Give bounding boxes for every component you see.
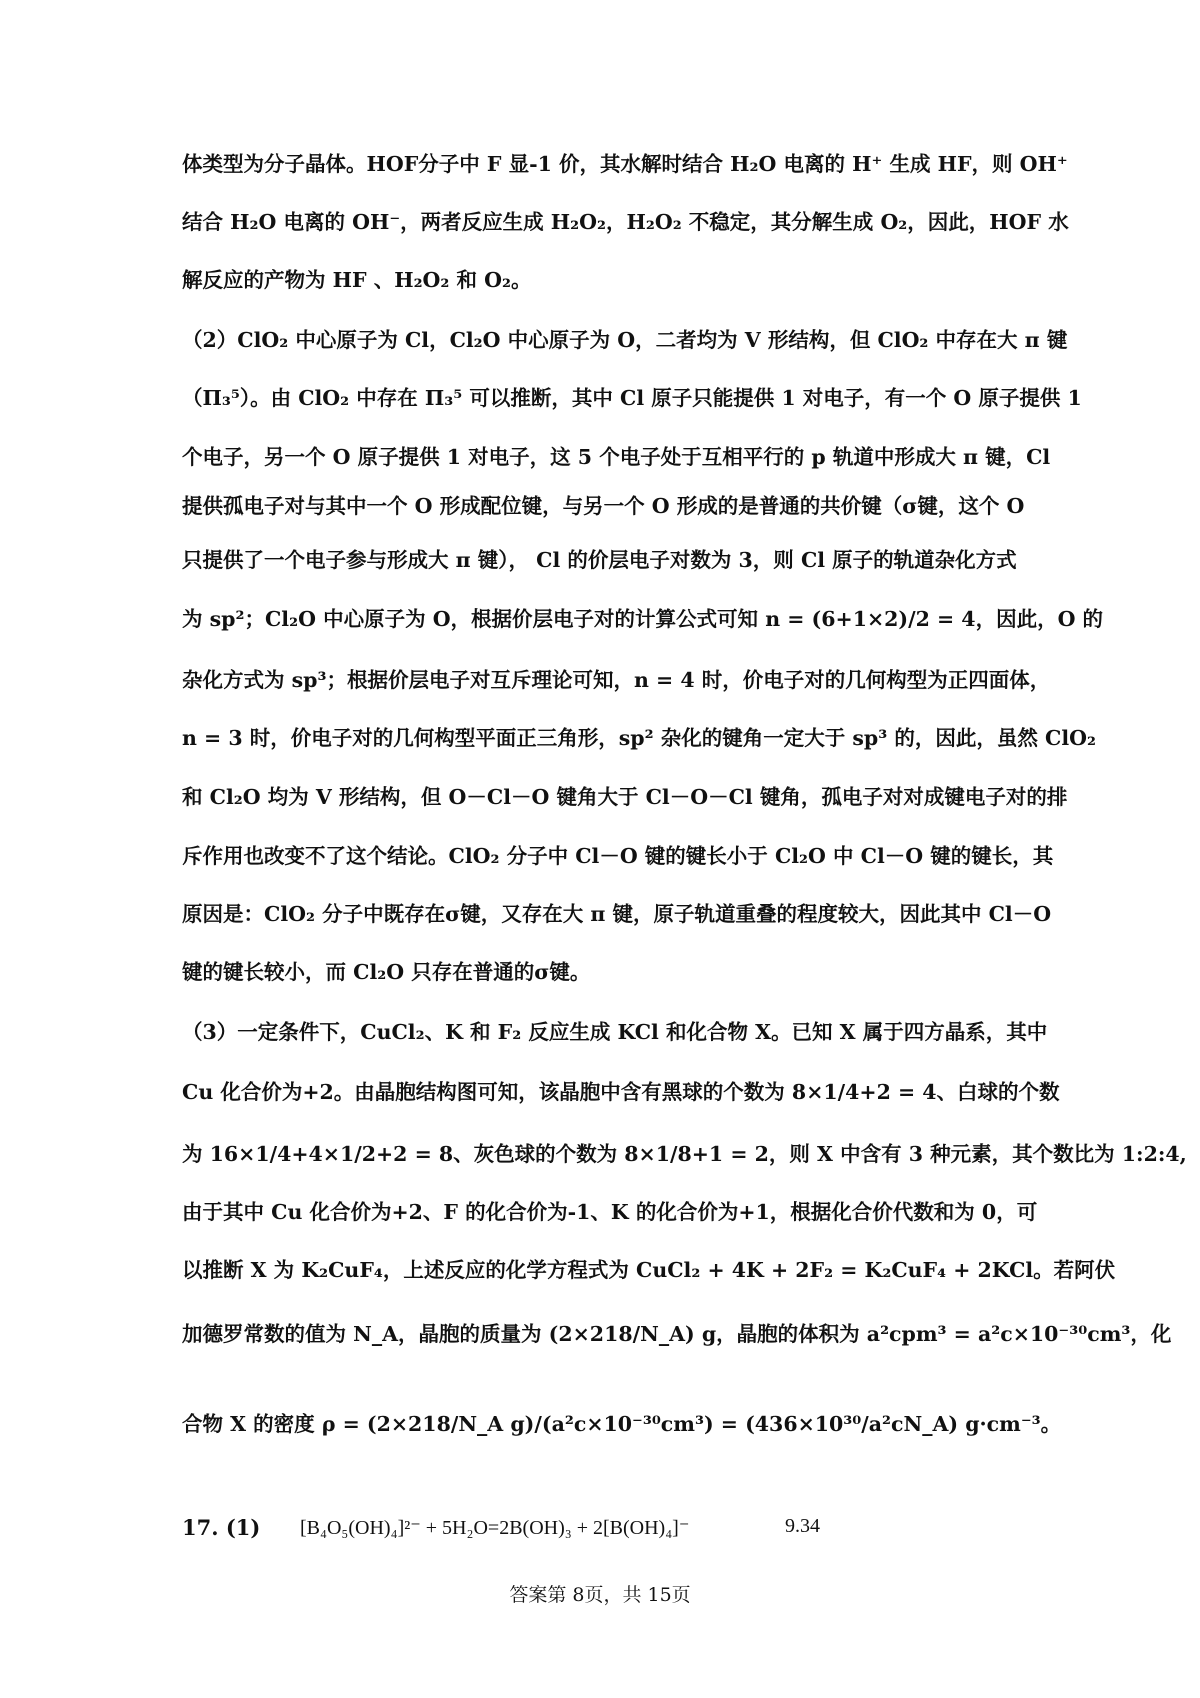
text-line: 体类型为分子晶体。HOF分子中 F 显-1 价，其水解时结合 H₂O 电离的 H⁺ 生成 HF，则 OH⁺ [182,152,1068,176]
text-line: 为 sp²；Cl₂O 中心原子为 O，根据价层电子对的计算公式可知 n = (6+1×2)/2 = 4，因此，O 的 [182,607,1104,631]
text-line: 以推断 X 为 K₂CuF₄，上述反应的化学方程式为 CuCl₂ + 4K + 2F₂ = K₂CuF₄ + 2KCl。若阿伏 [182,1258,1116,1282]
text-line: 提供孤电子对与其中一个 O 形成配位键，与另一个 O 形成的是普通的共价键（σ键，这个 O [182,494,1025,518]
text-line: 和 Cl₂O 均为 V 形结构，但 O－Cl－O 键角大于 Cl－O－Cl 键角，孤电子对对成键电子对的排 [182,785,1068,809]
text-line: 杂化方式为 sp³；根据价层电子对互斥理论可知，n = 4 时，价电子对的几何构型为正四面体， [182,668,1051,692]
text-line: （3）一定条件下，CuCl₂、K 和 F₂ 反应生成 KCl 和化合物 X。已知 X 属于四方晶系，其中 [182,1020,1048,1044]
text-line: 为 16×1/4+4×1/2+2 = 8、灰色球的个数为 8×1/8+1 = 2，则 X 中含有 3 种元素，其个数比为 1:2:4, [182,1142,1187,1166]
text-line: 斥作用也改变不了这个结论。ClO₂ 分子中 Cl－O 键的键长小于 Cl₂O 中 Cl－O 键的键长，其 [182,844,1054,868]
text-line: 键的键长较小，而 Cl₂O 只存在普通的σ键。 [182,960,591,984]
text-line: 合物 X 的密度 ρ = (2×218/N_A g)/(a²c×10⁻³⁰cm³) = (436×10³⁰/a²cN_A) g·cm⁻³。 [182,1412,1062,1436]
text-line: 原因是：ClO₂ 分子中既存在σ键，又存在大 π 键，原子轨道重叠的程度较大，因此其中 Cl－O [182,902,1052,926]
text-line: （2）ClO₂ 中心原子为 Cl，Cl₂O 中心原子为 O，二者均为 V 形结构，但 ClO₂ 中存在大 π 键 [182,328,1068,352]
text-line: 结合 H₂O 电离的 OH⁻，两者反应生成 H₂O₂，H₂O₂ 不稳定，其分解生成 O₂，因此，HOF 水 [182,210,1069,234]
page-footer: 答案第 8页，共 15页 [509,1584,691,1606]
text-line: 只提供了一个电子参与形成大 π 键）， Cl 的价层电子对数为 3，则 Cl 原子的轨道杂化方式 [182,548,1017,572]
text-line: （Π₃⁵）。由 ClO₂ 中存在 Π₃⁵ 可以推断，其中 Cl 原子只能提供 1 对电子，有一个 O 原子提供 1 [182,386,1082,410]
text-line: 由于其中 Cu 化合价为+2、F 的化合价为-1、K 的化合价为+1，根据化合价代数和为 0，可 [182,1200,1038,1224]
text-line: n = 3 时，价电子对的几何构型平面正三角形，sp² 杂化的键角一定大于 sp³ 的，因此，虽然 ClO₂ [182,726,1096,750]
text-line: 个电子，另一个 O 原子提供 1 对电子，这 5 个电子处于互相平行的 p 轨道中形成大 π 键，Cl [182,445,1051,469]
text-line: 解反应的产物为 HF 、H₂O₂ 和 O₂。 [182,268,532,292]
question-17-label: 17. (1) [182,1515,261,1540]
text-line: Cu 化合价为+2。由晶胞结构图可知，该晶胞中含有黑球的个数为 8×1/4+2 = 4、白球的个数 [182,1080,1060,1104]
question-17-equation: [B₄O₅(OH)₄]²⁻ + 5H₂O=2B(OH)₃ + 2[B(OH)₄]⁻ [300,1517,690,1539]
text-line: 加德罗常数的值为 N_A，晶胞的质量为 (2×218/N_A) g，晶胞的体积为 a²cpm³ = a²c×10⁻³⁰cm³，化 [182,1322,1172,1346]
question-17-value: 9.34 [785,1515,820,1537]
